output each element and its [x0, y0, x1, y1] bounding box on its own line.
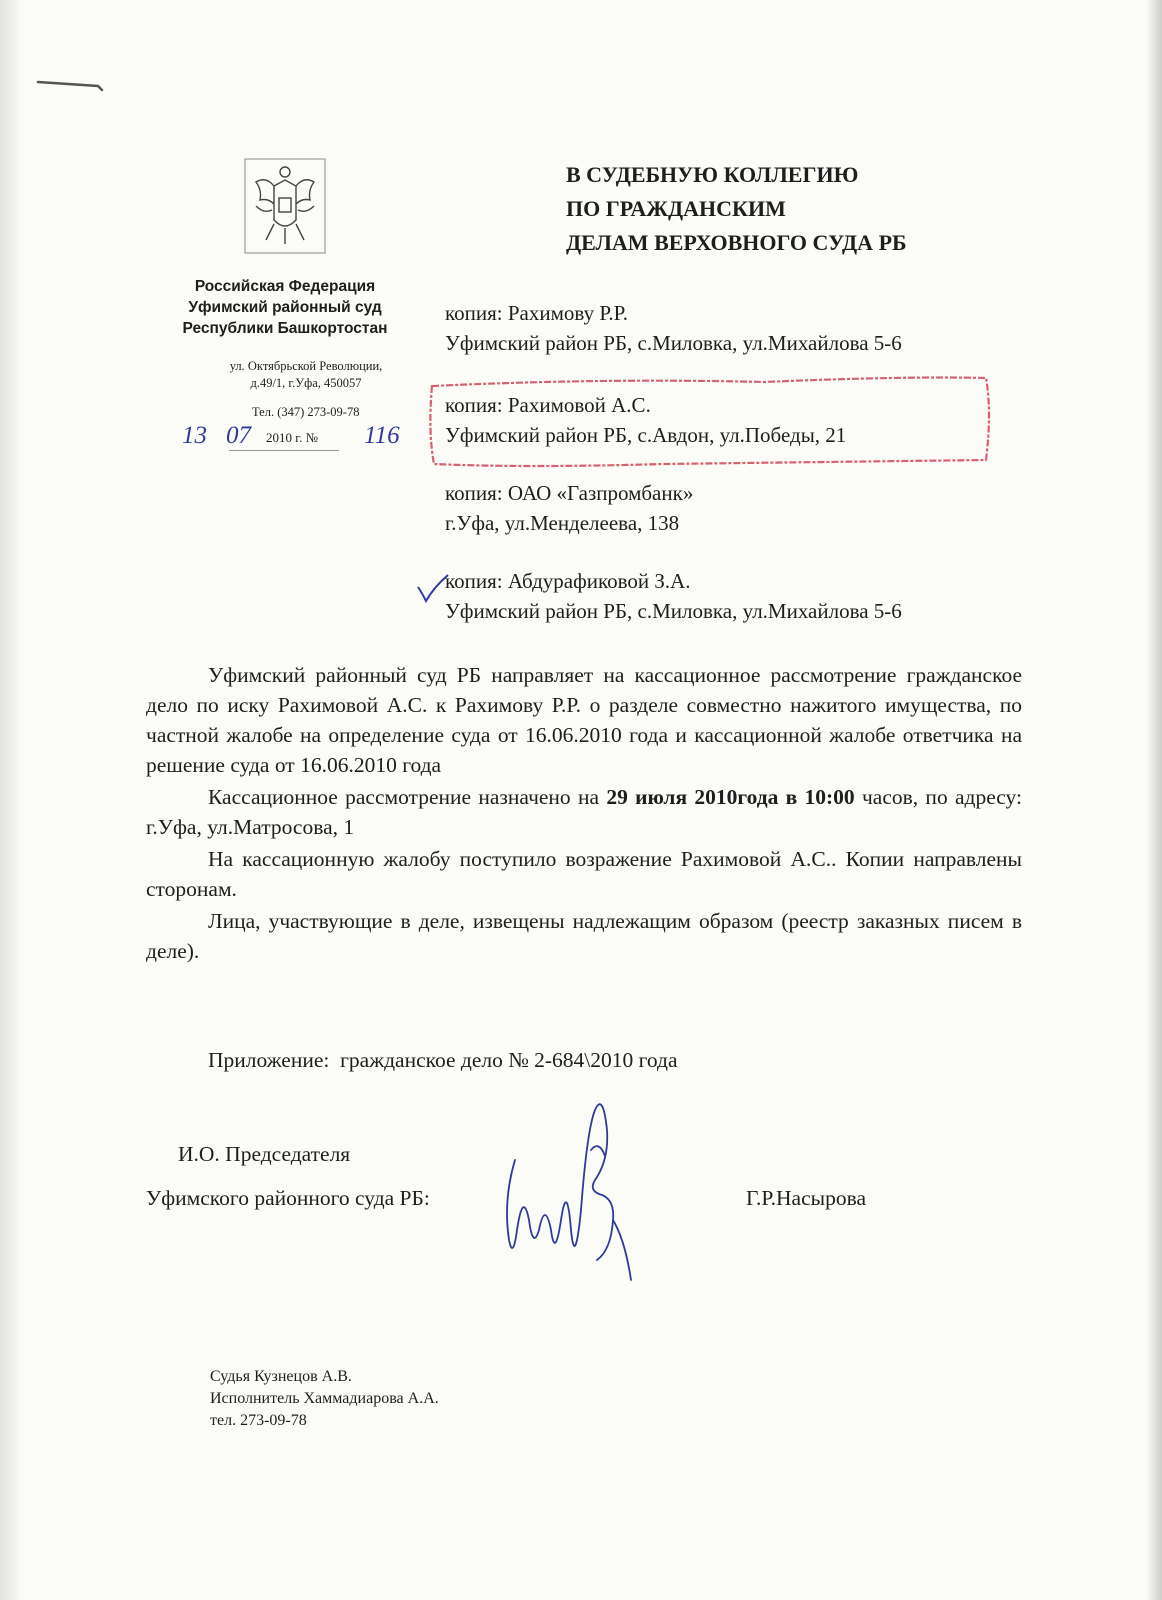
- date-month-handwritten: 07: [226, 422, 251, 449]
- address-line-1: ул. Октябрьской Революции,: [229, 359, 383, 373]
- signer-title-line-2: Уфимского районного суда РБ:: [146, 1186, 430, 1210]
- handwritten-signature: [495, 1090, 655, 1290]
- signer-name: Г.Р.Насырова: [746, 1186, 866, 1210]
- addressee-line-2: ПО ГРАЖДАНСКИМ: [566, 196, 786, 221]
- scan-left-shadow: [0, 0, 22, 1600]
- staple-mark: [36, 76, 116, 100]
- copy-recipient-address: Уфимский район РБ, с.Миловка, ул.Михайлова 5-6: [445, 331, 902, 355]
- footer-block: [210, 1366, 439, 1432]
- document-number-handwritten: 116: [364, 422, 400, 449]
- copy-recipient-address: Уфимский район РБ, с.Миловка, ул.Михайлова 5-6: [445, 599, 902, 623]
- outgoing-date-line: [174, 422, 434, 456]
- attachment-line: Приложение: гражданское дело № 2-684\2010 года: [208, 1048, 678, 1072]
- hearing-prefix: Кассационное рассмотрение назначено на: [208, 785, 607, 809]
- republic-name: Республики Башкортостан: [182, 320, 388, 337]
- body-paragraph: Лица, участвующие в деле, извещены надлежащим образом (реестр заказных писем в деле).: [146, 909, 1022, 963]
- copy-recipient-name: копия: Рахимову Р.Р.: [445, 301, 628, 325]
- copy-recipient: [445, 390, 846, 450]
- body-paragraph: Уфимский районный суд РБ направляет на кассационное рассмотрение гражданское дело по иску Рахимовой А.С. к Рахимову Р.Р. о разделе совместно нажитого имущества, по частной жалобе на определение суда от 16.06.2010 года и кассационной жалобе ответчика на решение суда от 16.06.2010 года: [146, 663, 1022, 777]
- copy-recipient-name: копия: Рахимовой А.С.: [445, 393, 651, 417]
- copy-recipient-address: г.Уфа, ул.Менделеева, 138: [445, 511, 680, 535]
- court-phone: Тел. (347) 273-09-78: [252, 405, 360, 419]
- body-paragraph-hearing: [146, 782, 1022, 842]
- letter-body: [146, 660, 1022, 968]
- country-name: Российская Федерация: [194, 278, 376, 295]
- date-underline: [174, 450, 394, 451]
- addressee-line-1: В СУДЕБНУЮ КОЛЛЕГИЮ: [566, 162, 859, 187]
- court-name: Уфимский районный суд: [188, 299, 382, 316]
- body-paragraph: На кассационную жалобу поступило возражение Рахимовой А.С.. Копии направлены сторонам.: [146, 847, 1022, 901]
- footer-judge: Судья Кузнецов А.В.: [210, 1368, 352, 1385]
- footer-executor: Исполнитель Хаммадиарова А.А.: [210, 1390, 439, 1407]
- footer-phone: тел. 273-09-78: [210, 1412, 307, 1429]
- address-line-2: д.49/1, г.Уфа, 450057: [250, 376, 362, 390]
- copy-recipient: [445, 566, 902, 626]
- copy-recipient-name: копия: Абдурафиковой З.А.: [445, 569, 691, 593]
- copy-recipient: [445, 298, 902, 358]
- copy-recipient-address: Уфимский район РБ, с.Авдон, ул.Победы, 21: [445, 423, 847, 447]
- addressee-line-3: ДЕЛАМ ВЕРХОВНОГО СУДА РБ: [566, 230, 907, 255]
- hearing-suffix: часов, по адресу: г.Уфа, ул.Матросова, 1: [146, 785, 1022, 839]
- scan-right-edge: [1146, 0, 1162, 1600]
- date-day-handwritten: 13: [182, 422, 207, 449]
- hearing-date: 29 июля 2010года в 10:00: [606, 785, 855, 809]
- copy-recipient-name: копия: ОАО «Газпромбанк»: [445, 481, 694, 505]
- russian-emblem-icon: [244, 158, 326, 254]
- copy-recipient: [445, 478, 693, 538]
- date-year-printed: 2010 г. №: [266, 430, 319, 445]
- court-address: [196, 358, 416, 392]
- signer-title-line-1: И.О. Председателя: [178, 1142, 351, 1166]
- court-header: [150, 276, 420, 339]
- addressee-block: [566, 158, 907, 260]
